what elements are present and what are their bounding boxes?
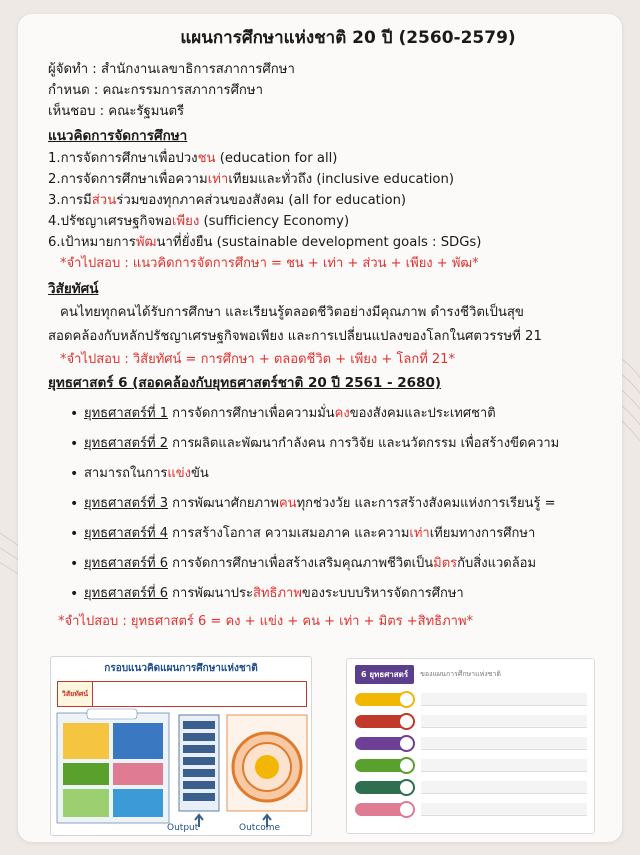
puzzle-piece-4 xyxy=(113,763,163,785)
puzzle-piece-6 xyxy=(113,789,163,817)
puzzle-piece-1 xyxy=(63,723,109,759)
outcome-core xyxy=(255,755,279,779)
concept-note: *จำไปสอบ : แนวคิดการจัดการศึกษา = ชน + เท่า + ส่วน + เพียง + พัฒ* xyxy=(60,256,479,271)
strategy-bar xyxy=(421,715,587,728)
strategy-item: • ยุทธศาสตร์ที่ 4 การสร้างโอกาส ความเสมอภาค และความเท่าเทียมทางการศึกษา xyxy=(70,519,608,549)
vision-note: *จำไปสอบ : วิสัยทัศน์ = การศึกษา + ตลอดชีวิต + เพียง + โลกที่ 21* xyxy=(60,352,455,367)
figures xyxy=(50,656,595,836)
puzzle-piece-3 xyxy=(63,763,109,785)
info-author: ผู้จัดทำ : สำนักงานเลขาธิการสภาการศึกษา xyxy=(48,62,295,77)
framework-graphic xyxy=(51,657,312,836)
concept-item: 3.การมีส่วนร่วมของทุกภาคส่วนของสังคม (all for education) xyxy=(48,193,407,208)
framework-diagram xyxy=(50,656,312,836)
puzzle-piece-2 xyxy=(113,723,163,759)
strategy-pill xyxy=(355,715,409,728)
strategy-item-continuation: • สามารถในการแข่งขัน xyxy=(70,459,608,489)
concept-item: 2.การจัดการศึกษาเพื่อความเท่าเทียมและทั่วถึง (inclusive education) xyxy=(48,172,454,187)
strategy-number: 5 xyxy=(398,779,415,796)
vision-line-2: สอดคล้องกับหลักปรัชญาเศรษฐกิจพอเพียง และการเปลี่ยนแปลงของโลกในศตวรรษที่ 21 xyxy=(48,329,542,344)
outcome-label: Outcome xyxy=(239,823,281,833)
output-label: Output xyxy=(167,823,199,833)
strategy-row xyxy=(355,801,587,818)
six-strategies-table xyxy=(346,658,595,834)
strategy-item: • ยุทธศาสตร์ที่ 1 การจัดการศึกษาเพื่อความมั่นคงของสังคมและประเทศชาติ xyxy=(70,399,608,429)
strategy-pill xyxy=(355,803,409,816)
strategy-pill xyxy=(355,737,409,750)
strategy-pill xyxy=(355,693,409,706)
strategy-bar xyxy=(421,759,587,772)
strategy-item: • ยุทธศาสตร์ที่ 2 การผลิตและพัฒนากำลังคน การวิจัย และนวัตกรรม เพื่อสร้างขีดความ xyxy=(70,429,608,459)
strategy-pill xyxy=(355,781,409,794)
strategy-number: 4 xyxy=(398,757,415,774)
framework-title: กรอบแนวคิดแผนการศึกษาแห่งชาติ xyxy=(104,663,258,674)
strategy-bar xyxy=(421,803,587,816)
six-strategies-subtitle: ของแผนการศึกษาแห่งชาติ xyxy=(420,670,501,678)
output-row xyxy=(183,745,215,753)
info-assigned: กำหนด : คณะกรรมการสภาการศึกษา xyxy=(48,83,264,98)
strategy-item: • ยุทธศาสตร์ที่ 6 การจัดการศึกษาเพื่อสร้างเสริมคุณภาพชีวิตเป็นมิตรกับสิ่งแวดล้อม xyxy=(70,549,608,579)
vision-line-1: คนไทยทุกคนได้รับการศึกษา และเรียนรู้ตลอดชีวิตอย่างมีคุณภาพ ดำรงชีวิตเป็นสุข xyxy=(60,305,524,320)
concept-item: 6.เป้าหมายการพัฒนาที่ยั่งยืน (sustainable development goals : SDGs) xyxy=(48,235,482,250)
strategy-number: 1 xyxy=(398,691,415,708)
strategy-row xyxy=(355,691,587,708)
strategy-list xyxy=(48,399,608,609)
vision-heading: วิสัยทัศน์ xyxy=(48,281,99,297)
concept-heading: แนวคิดการจัดการศึกษา xyxy=(48,128,188,144)
strategy-item: • ยุทธศาสตร์ที่ 3 การพัฒนาศักยภาพคนทุกช่วงวัย และการสร้างสังคมแห่งการเรียนรู้ = xyxy=(70,489,608,519)
output-row xyxy=(183,793,215,801)
strategy-heading: ยุทธศาสตร์ 6 (สอดคล้องกับยุทธศาสตร์ชาติ 20 ปี 2561 - 2680) xyxy=(48,375,442,391)
strategy-puzzle-label xyxy=(87,709,137,719)
six-strategies-badge: 6 ยุทธศาสตร์ xyxy=(355,665,414,684)
strategy-row xyxy=(355,713,587,730)
info-approved: เห็นชอบ : คณะรัฐมนตรี xyxy=(48,104,185,119)
strategy-number: 6 xyxy=(398,801,415,818)
strategy-row xyxy=(355,757,587,774)
output-row xyxy=(183,721,215,729)
puzzle-piece-5 xyxy=(63,789,109,817)
page-title: แผนการศึกษาแห่งชาติ 20 ปี (2560-2579) xyxy=(180,28,516,48)
strategy-item: • ยุทธศาสตร์ที่ 6 การพัฒนาประสิทธิภาพของระบบบริหารจัดการศึกษา xyxy=(70,579,608,609)
strategy-bar xyxy=(421,781,587,794)
strategy-note: *จำไปสอบ : ยุทธศาสตร์ 6 = คง + แข่ง + คน + เท่า + มิตร +สิทธิภาพ* xyxy=(58,614,474,629)
strategy-bar xyxy=(421,737,587,750)
framework-vision-label: วิสัยทัศน์ xyxy=(57,681,93,707)
output-row xyxy=(183,757,215,765)
strategy-row xyxy=(355,779,587,796)
concept-item: 4.ปรัชญาเศรษฐกิจพอเพียง (sufficiency Economy) xyxy=(48,214,350,229)
document-content xyxy=(48,24,608,633)
six-strategies-header xyxy=(355,665,501,684)
output-row xyxy=(183,781,215,789)
strategy-number: 3 xyxy=(398,735,415,752)
strategy-bar xyxy=(421,693,587,706)
output-row xyxy=(183,769,215,777)
strategy-row xyxy=(355,735,587,752)
strategy-number: 2 xyxy=(398,713,415,730)
strategy-pill xyxy=(355,759,409,772)
output-row xyxy=(183,733,215,741)
concept-item: 1.การจัดการศึกษาเพื่อปวงชน (education for all) xyxy=(48,151,338,166)
